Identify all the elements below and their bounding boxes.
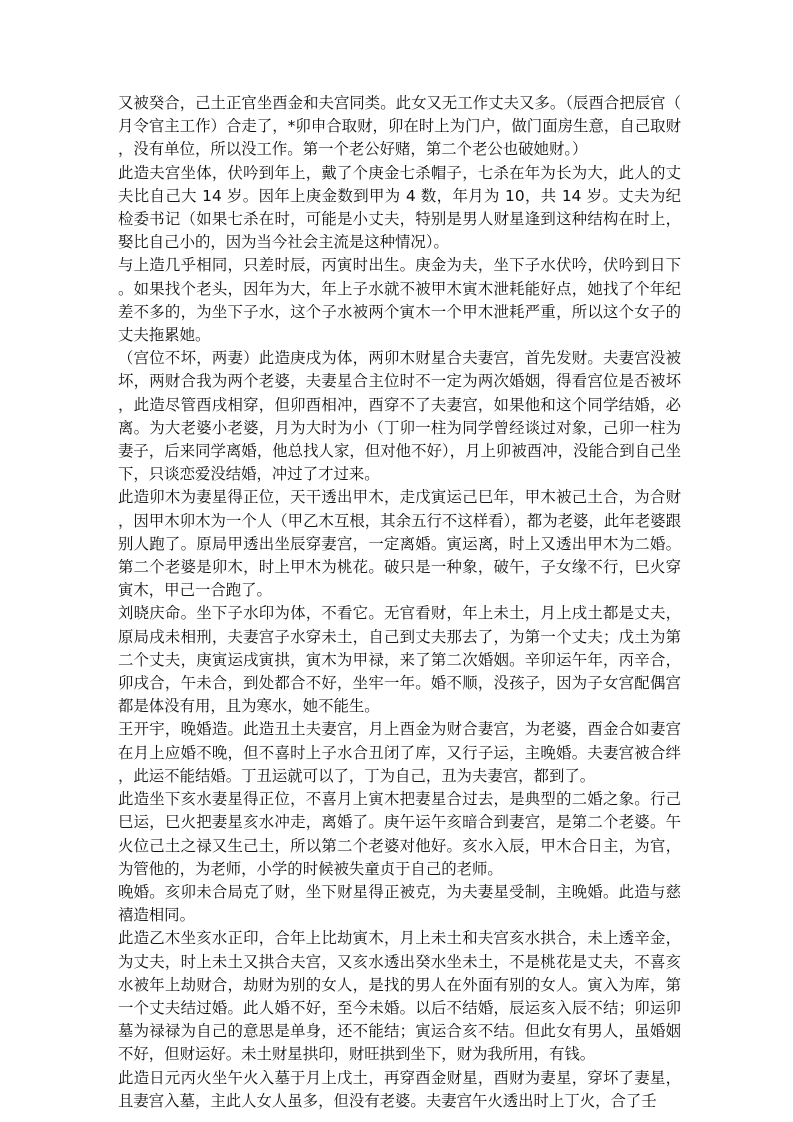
paragraph-6: 刘晓庆命。坐下子水印为体，不看它。无官看财，年上未土，月上戌土都是丈夫，原局戌未相刑，夫妻宫子水穿未土，自己到丈夫那去了，为第一个丈夫；戊土为第二个丈夫，庚寅运戌寅拱，寅木为甲禄，来了第二次婚姻。辛卯运午年，丙辛合，卯戌合，午未合，到处都合不好，坐牢一年。婚不顺，没孩子，因为子女宫配偶宫都是体没有用，且为寒水，她不能生。 xyxy=(118,604,681,716)
paragraph-5: 此造卯木为妻星得正位，天干透出甲木，走戊寅运己巳年，甲木被己土合，为合财，因甲木卯木为一个人（甲乙木互根，其余五行不这样看），都为老婆，此年老婆跟别人跑了。原局甲透出坐辰穿妻宫，一定离婚。寅运离，时上又透出甲木为二婚。第二个老婆是卯木，时上甲木为桃花。破只是一种象，破午，子女缘不行，巳火穿寅木，甲己一合跑了。 xyxy=(118,488,681,600)
paragraph-7: 王开宇，晚婚造。此造丑土夫妻宫，月上酉金为财合妻宫，为老婆，酉金合如妻宫在月上应婚不晚，但不喜时上子水合丑闭了库，又行子运，主晚婚。夫妻宫被合绊，此运不能结婚。丁丑运就可以了，丁为自己，丑为夫妻宫，都到了。 xyxy=(118,720,681,785)
paragraph-2: 此造夫宫坐体，伏吟到年上，戴了个庚金七杀帽子，七杀在年为长为大，此人的丈夫比自己大 14 岁。因年上庚金数到甲为 4 数，年月为 10，共 14 岁。丈夫为纪检委书记（如果七杀在时，可能是小丈夫，特别是男人财星逢到这种结构在时上，娶比自己小的，因为当今社会主流是这种情况）。 xyxy=(118,163,681,252)
paragraph-8: 此造坐下亥水妻星得正位，不喜月上寅木把妻星合过去，是典型的二婚之象。行己巳运，巳火把妻星亥水冲走，离婚了。庚午运午亥暗合到妻宫，是第二个老婆。午火位己土之禄又生己土，所以第二个老婆对他好。亥水入辰，甲木合日主，为官，为管他的，为老师，小学的时候被失童贞于自己的老师。 xyxy=(118,790,681,878)
paragraph-3: 与上造几乎相同，只差时辰，丙寅时出生。庚金为夫，坐下子水伏吟，伏吟到日下。如果找个老头，因年为大，年上子水就不被甲木寅木泄耗能好点，她找了个年纪差不多的，为坐下子水，这个子水被两个寅木一个甲木泄耗严重，所以这个女子的丈夫拖累她。 xyxy=(118,256,681,345)
paragraph-10: 此造乙木坐亥水正印，合年上比劫寅木，月上未土和夫宫亥水拱合，未上透辛金，为丈夫，时上未土又拱合夫宫，又亥水透出癸水坐未土，不是桃花是丈夫，不喜亥水被年上劫财合，劫财为别的女人，是找的男人在外面有别的女人。寅入为库，第一个丈夫结过婚。此人婚不好，至今未婚。以后不结婚，辰运亥入辰不结；卯运卯墓为禄禄为自己的意思是单身，还不能结；寅运合亥不结。但此女有男人，虽婚姻不好，但财运好。未土财星拱印，财旺拱到坐下，财为我所用，有钱。 xyxy=(118,929,681,1064)
document-page xyxy=(118,92,681,1113)
paragraph-1: 又被癸合，己土正官坐酉金和夫宫同类。此女又无工作丈夫又多。（辰酉合把辰官（月令官主工作）合走了，*卯申合取财，卯在时上为门户，做门面房生意，自己取财，没有单位，所以没工作。第一个老公好赌，第二个老公也破她财。） xyxy=(118,94,681,159)
paragraph-9: 晚婚。亥卯未合局克了财，坐下财星得正被克，为夫妻星受制，主晚婚。此造与慈禧造相同。 xyxy=(118,882,681,925)
paragraph-11: 此造日元丙火坐午火入墓于月上戊土，再穿酉金财星，酉财为妻星，穿坏了妻星，且妻宫入墓，主此人女人虽多，但没有老婆。夫妻宫午火透出时上丁火，合了壬 xyxy=(118,1068,681,1110)
paragraph-4: （宫位不坏，两妻）此造庚戌为体，两卯木财星合夫妻宫，首先发财。夫妻宫没被坏，两财合我为两个老婆，夫妻星合主位时不一定为两次婚姻，得看宫位是否被坏，此造尽管酉戌相穿，但卯酉相冲，酉穿不了夫妻宫，如果他和这个同学结婚，必离。为大老婆小老婆，月为大时为小（丁卯一柱为同学曾经谈过对象，己卯一柱为妻子，后来同学离婚，他总找人家，但对他不好），月上卯被酉冲，没能合到自己坐下，只谈恋爱没结婚，冲过了才过来。 xyxy=(118,349,681,484)
